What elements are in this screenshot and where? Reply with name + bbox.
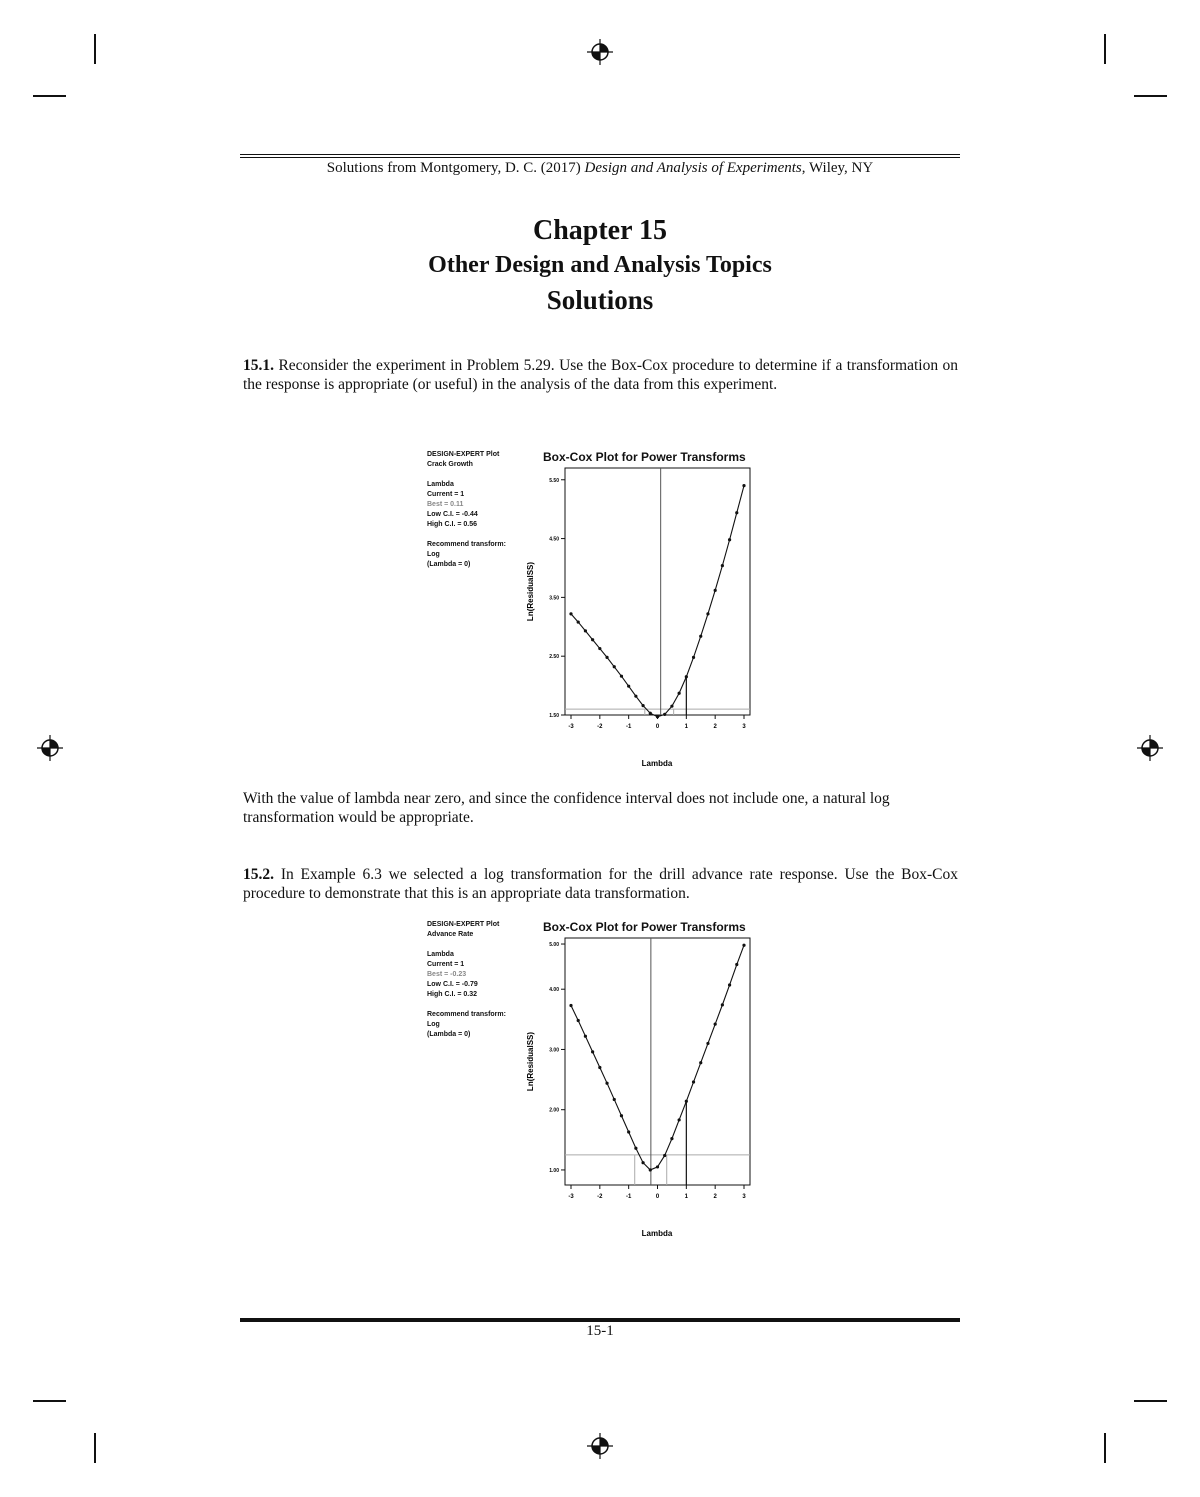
side-panel-text: Best = 0.11 (427, 501, 464, 508)
box-cox-plot (420, 910, 790, 1245)
crop-mark (94, 1433, 96, 1463)
data-point (714, 1023, 717, 1026)
crop-mark (1104, 34, 1106, 64)
side-panel-text: Crack Growth (427, 461, 473, 468)
data-point (577, 620, 580, 623)
x-axis-label: Lambda (641, 759, 673, 768)
x-tick-label: 3 (742, 724, 746, 730)
y-tick-label: 2.00 (549, 1107, 559, 1114)
problem-text: In Example 6.3 we selected a log transformation for the drill advance rate response. Use the Box-Cox procedure to demonstrate that this is an appropriate data transformation. (243, 866, 958, 902)
data-point (584, 1035, 587, 1038)
data-point (678, 1118, 681, 1121)
data-point (721, 564, 724, 567)
data-point (728, 538, 731, 541)
y-tick-label: 5.00 (549, 942, 559, 949)
data-point (692, 656, 695, 659)
chapter-section: Solutions (546, 285, 654, 315)
side-panel-text: Current = 1 (427, 961, 465, 968)
x-tick-label: 3 (742, 1194, 746, 1200)
data-point (728, 983, 731, 986)
y-tick-label: 4.50 (549, 536, 559, 543)
data-point (663, 1154, 666, 1157)
data-point (591, 638, 594, 641)
problem-answer: With the value of lambda near zero, and since the confidence interval does not include one, a natural log transformation would be appropriate. (243, 790, 890, 826)
x-tick-label: 1 (684, 724, 689, 730)
side-panel-text: DESIGN-EXPERT Plot (427, 921, 500, 928)
data-point (649, 1168, 652, 1171)
data-point (620, 1114, 623, 1117)
data-point (706, 1042, 709, 1045)
data-point (670, 705, 673, 708)
side-panel-text: Lambda (427, 951, 454, 958)
x-tick-label: 1 (684, 1194, 689, 1200)
x-tick-label: 2 (713, 724, 717, 730)
x-axis-label: Lambda (641, 1229, 673, 1238)
crop-mark (33, 1400, 66, 1402)
data-point (742, 944, 745, 947)
y-axis-label: Ln(ResidualSS) (526, 561, 535, 622)
side-panel-text: Recommend transform: (427, 1011, 506, 1018)
header-book-title: Design and Analysis of Experiments (584, 160, 802, 176)
page-number: 15-1 (586, 1323, 614, 1339)
registration-mark-icon (1135, 733, 1165, 763)
data-point (714, 589, 717, 592)
y-tick-label: 2.50 (549, 654, 559, 661)
data-point (692, 1080, 695, 1083)
data-point (634, 695, 637, 698)
side-panel-text: Low C.I. = -0.79 (427, 981, 478, 988)
registration-mark-icon (585, 1431, 615, 1461)
plot-frame (565, 468, 750, 715)
data-point (591, 1050, 594, 1053)
side-panel-text: High C.I. = 0.56 (427, 521, 477, 528)
data-point (699, 635, 702, 638)
y-tick-label: 1.50 (549, 713, 559, 719)
data-point (613, 665, 616, 668)
data-point (735, 511, 738, 514)
header-rule (240, 157, 960, 158)
data-point (613, 1098, 616, 1101)
side-panel-text: Lambda (427, 481, 454, 488)
chart-title: Box-Cox Plot for Power Transforms (543, 450, 746, 464)
side-panel-text: DESIGN-EXPERT Plot (427, 451, 500, 458)
data-point (641, 1161, 644, 1164)
data-point (685, 1100, 688, 1103)
header-rule (240, 154, 960, 155)
crop-mark (1104, 1433, 1106, 1463)
box-cox-chart (420, 440, 790, 775)
x-tick-label: -3 (568, 724, 574, 730)
y-tick-label: 5.50 (549, 477, 559, 484)
box-cox-chart (420, 910, 790, 1245)
data-point (577, 1019, 580, 1022)
plot-frame (565, 938, 750, 1185)
data-point (569, 612, 572, 615)
y-tick-label: 1.00 (549, 1167, 559, 1174)
chapter-subtitle: Other Design and Analysis Topics (428, 252, 772, 278)
running-header (240, 160, 960, 177)
data-point (685, 675, 688, 678)
side-panel-text: Log (427, 551, 440, 558)
side-panel-text: Current = 1 (427, 491, 465, 498)
side-panel-text: (Lambda = 0) (427, 1031, 471, 1038)
header-suffix: , Wiley, NY (801, 160, 874, 176)
data-point (584, 629, 587, 632)
side-panel-text: High C.I. = 0.32 (427, 991, 477, 998)
side-panel-text: Log (427, 1021, 440, 1028)
x-tick-label: -2 (597, 1194, 603, 1200)
data-point (598, 1066, 601, 1069)
problem-statement (243, 865, 958, 903)
data-point (721, 1003, 724, 1006)
data-point (627, 685, 630, 688)
y-tick-label: 4.00 (549, 987, 559, 994)
data-point (678, 692, 681, 695)
y-tick-label: 3.50 (549, 595, 559, 602)
data-point (605, 656, 608, 659)
crop-mark (1134, 1400, 1167, 1402)
problem-statement (243, 356, 958, 394)
chapter-number: Chapter 15 (532, 215, 668, 246)
problem-number: 15.2. (243, 866, 274, 883)
data-point (742, 484, 745, 487)
side-panel-text: Best = -0.23 (427, 971, 467, 978)
data-point (656, 1165, 659, 1168)
data-point (699, 1061, 702, 1064)
registration-mark-icon (35, 733, 65, 763)
x-tick-label: -1 (625, 1194, 632, 1200)
side-panel-text: Advance Rate (427, 931, 474, 938)
series-line (571, 945, 744, 1170)
x-tick-label: -3 (568, 1194, 574, 1200)
problem-text: Reconsider the experiment in Problem 5.29. Use the Box-Cox procedure to determine if a transformation on the response is appropriate (or useful) in the analysis of the data from this experiment. (243, 357, 959, 393)
data-point (627, 1130, 630, 1133)
y-axis-label: Ln(ResidualSS) (526, 1031, 535, 1092)
data-point (605, 1082, 608, 1085)
data-point (569, 1004, 572, 1007)
data-point (656, 715, 659, 718)
side-panel-text: Recommend transform: (427, 541, 506, 548)
header-prefix: Solutions from Montgomery, D. C. (2017) (326, 160, 585, 176)
crop-mark (33, 95, 66, 97)
x-tick-label: -1 (625, 724, 632, 730)
data-point (649, 712, 652, 715)
data-point (634, 1147, 637, 1150)
y-tick-label: 3.00 (549, 1047, 559, 1054)
side-panel-text: (Lambda = 0) (427, 561, 471, 568)
problem-number: 15.1. (243, 357, 274, 374)
box-cox-plot (420, 440, 790, 775)
crop-mark (1134, 95, 1167, 97)
chart-title: Box-Cox Plot for Power Transforms (543, 920, 746, 934)
data-point (670, 1137, 673, 1140)
data-point (735, 963, 738, 966)
data-point (641, 704, 644, 707)
x-tick-label: -2 (597, 724, 603, 730)
data-point (706, 612, 709, 615)
data-point (620, 675, 623, 678)
footer-rule (240, 1318, 960, 1322)
x-tick-label: 2 (713, 1194, 717, 1200)
x-tick-label: 0 (655, 1194, 660, 1200)
data-point (663, 713, 666, 716)
registration-mark-icon (585, 37, 615, 67)
series-line (571, 486, 744, 717)
x-tick-label: 0 (655, 724, 660, 730)
data-point (598, 647, 601, 650)
crop-mark (94, 34, 96, 64)
side-panel-text: Low C.I. = -0.44 (427, 511, 478, 518)
